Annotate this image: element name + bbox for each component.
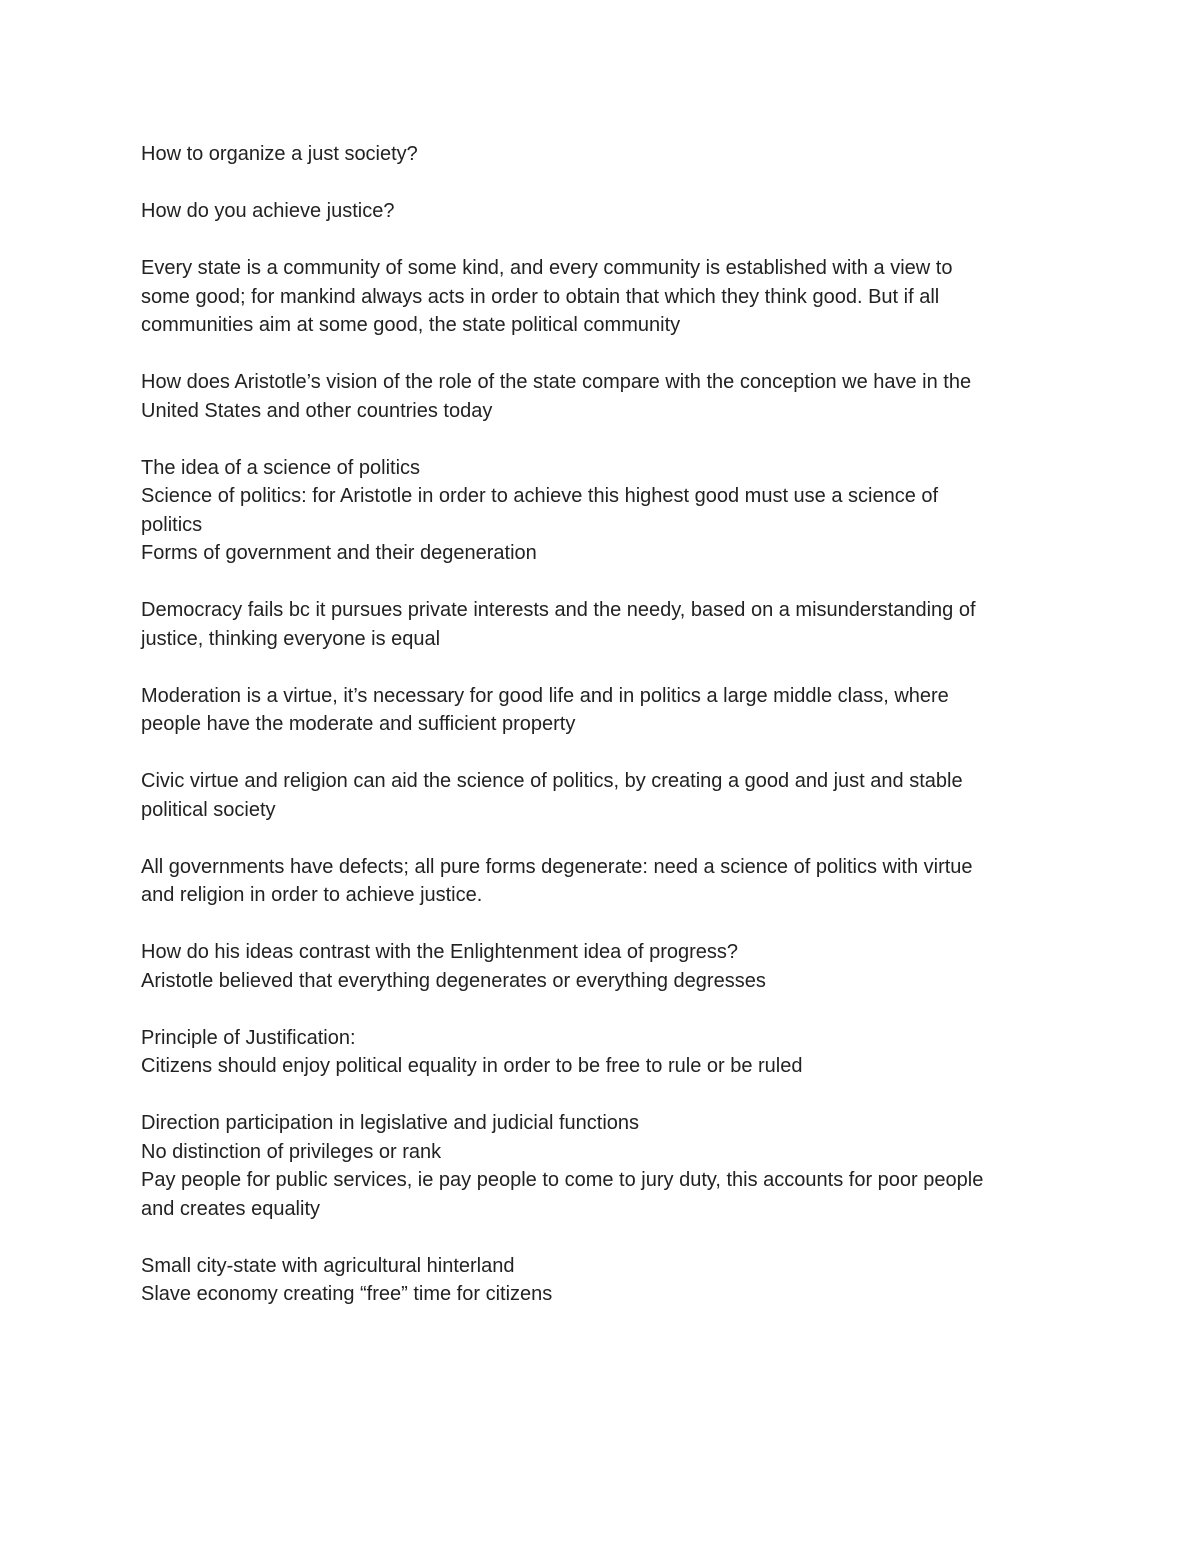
paragraph bbox=[141, 853, 1061, 910]
text-line: Aristotle believed that everything degenerates or everything degresses bbox=[141, 969, 766, 992]
text-line: Pay people for public services, ie pay people to come to jury duty, this accounts for poor people bbox=[141, 1169, 984, 1191]
text-line: justice, thinking everyone is equal bbox=[141, 627, 441, 650]
text-line: How does Aristotle’s vision of the role of the state compare with the conception we have in the bbox=[141, 371, 972, 393]
text-line: United States and other countries today bbox=[141, 399, 493, 422]
text-line: All governments have defects; all pure forms degenerate: need a science of politics with virtue bbox=[141, 855, 973, 878]
text-line: and creates equality bbox=[141, 1197, 321, 1220]
text-line: Citizens should enjoy political equality in order to be free to rule or be ruled bbox=[141, 1055, 803, 1077]
text-line: Forms of government and their degeneration bbox=[141, 542, 537, 564]
text-line: Small city-state with agricultural hinterland bbox=[141, 1254, 515, 1277]
paragraph bbox=[141, 682, 1061, 739]
text-line: and religion in order to achieve justice. bbox=[141, 884, 483, 906]
text-line: The idea of a science of politics bbox=[141, 456, 421, 479]
text-line: Democracy fails bc it pursues private interests and the needy, based on a misunderstanding of bbox=[141, 599, 976, 621]
text-line: Science of politics: for Aristotle in order to achieve this highest good must use a science of bbox=[141, 485, 939, 507]
paragraph bbox=[141, 454, 1061, 568]
text-line: No distinction of privileges or rank bbox=[141, 1140, 442, 1163]
document-body bbox=[141, 140, 1061, 1337]
text-line: politics bbox=[141, 513, 203, 536]
text-line: people have the moderate and sufficient property bbox=[141, 713, 576, 735]
paragraph bbox=[141, 197, 1061, 226]
paragraph bbox=[141, 1024, 1061, 1081]
text-line: Every state is a community of some kind, and every community is established with a view to bbox=[141, 257, 953, 279]
text-line: Direction participation in legislative and judicial functions bbox=[141, 1112, 640, 1134]
text-line: Civic virtue and religion can aid the science of politics, by creating a good and just and stable bbox=[141, 770, 963, 792]
text-line: communities aim at some good, the state political community bbox=[141, 314, 681, 336]
paragraph bbox=[141, 767, 1061, 824]
paragraph bbox=[141, 254, 1061, 340]
paragraph bbox=[141, 1109, 1061, 1223]
paragraph bbox=[141, 1252, 1061, 1309]
paragraph bbox=[141, 368, 1061, 425]
paragraph bbox=[141, 140, 1061, 169]
text-line: Principle of Justification: bbox=[141, 1026, 356, 1049]
text-line: some good; for mankind always acts in order to obtain that which they think good. But if all bbox=[141, 285, 940, 308]
text-line: Moderation is a virtue, it’s necessary for good life and in politics a large middle class, where bbox=[141, 684, 949, 707]
text-line: Slave economy creating “free” time for citizens bbox=[141, 1283, 553, 1305]
text-line: How do his ideas contrast with the Enlightenment idea of progress? bbox=[141, 941, 739, 963]
text-line: How to organize a just society? bbox=[141, 143, 418, 165]
paragraph bbox=[141, 938, 1061, 995]
text-line: How do you achieve justice? bbox=[141, 200, 395, 222]
paragraph bbox=[141, 596, 1061, 653]
text-line: political society bbox=[141, 798, 276, 821]
